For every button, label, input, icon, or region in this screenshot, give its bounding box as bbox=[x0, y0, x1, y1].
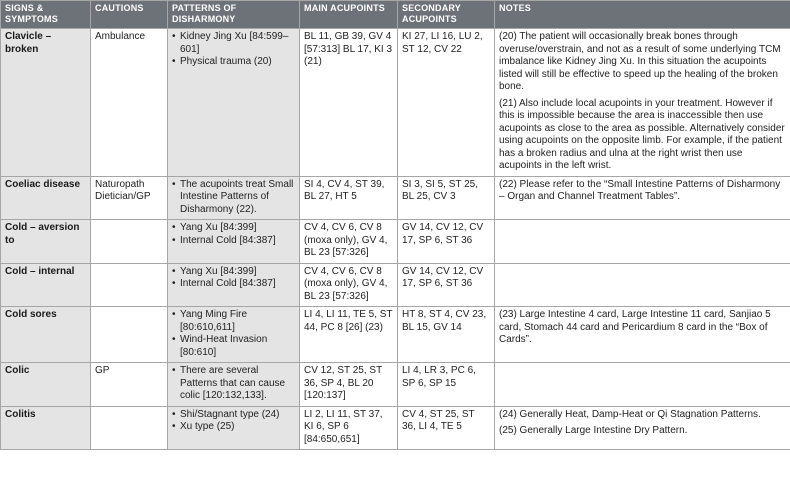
table-row bbox=[1, 263, 790, 307]
sign-cell: Coeliac disease bbox=[1, 176, 91, 220]
header-row bbox=[1, 1, 790, 29]
main-acupoints-cell: LI 4, LI 11, TE 5, ST 44, PC 8 [26] (23) bbox=[300, 307, 398, 363]
main-acupoints-cell: CV 4, CV 6, CV 8 (moxa only), GV 4, BL 23 [57:326] bbox=[300, 220, 398, 264]
main-acupoints-cell: SI 4, CV 4, ST 39, BL 27, HT 5 bbox=[300, 176, 398, 220]
main-acupoints-cell: BL 11, GB 39, GV 4 [57:313] BL 17, KI 3 (21) bbox=[300, 29, 398, 177]
patterns-cell bbox=[168, 406, 300, 450]
note-text: (25) Generally Large Intestine Dry Pattern. bbox=[499, 425, 688, 436]
table-row bbox=[1, 406, 790, 450]
patterns-list bbox=[172, 222, 296, 247]
pattern-item: • Yang Ming Fire [80:610,611] bbox=[172, 309, 296, 334]
pattern-item: • Yang Xu [84:399] bbox=[172, 222, 296, 235]
header-secondary-acupoints: SECONDARY ACUPOINTS bbox=[398, 1, 495, 29]
patterns-cell bbox=[168, 263, 300, 307]
table-row bbox=[1, 307, 790, 363]
notes-cell bbox=[495, 363, 790, 407]
pattern-item: • Internal Cold [84:387] bbox=[172, 278, 296, 291]
sign-cell: Cold – internal bbox=[1, 263, 91, 307]
header-cautions: CAUTIONS bbox=[91, 1, 168, 29]
pattern-item: • The acupoints treat Small Intestine Patterns of Disharmony (22). bbox=[172, 179, 296, 217]
pattern-item: • Wind-Heat Invasion [80:610] bbox=[172, 334, 296, 359]
cautions-cell bbox=[91, 220, 168, 264]
pattern-item: • Shi/Stagnant type (24) bbox=[172, 409, 296, 422]
sign-cell: Cold sores bbox=[1, 307, 91, 363]
pattern-item: • Xu type (25) bbox=[172, 421, 296, 434]
note-text: (20) The patient will occasionally break bones through overuse/overstrain, and not as a result of some underlying TCM imbalance like Kidney Jing Xu. In this situation the acupoints listed will still be effective to speed up the healing of the broken bone. bbox=[499, 31, 781, 92]
notes-cell bbox=[495, 220, 790, 264]
secondary-acupoints-cell: SI 3, SI 5, ST 25, BL 25, CV 3 bbox=[398, 176, 495, 220]
notes-cell bbox=[495, 307, 790, 363]
patterns-cell bbox=[168, 363, 300, 407]
pattern-item: • There are several Patterns that can cause colic [120:132,133]. bbox=[172, 365, 296, 403]
sign-cell: Clavicle – broken bbox=[1, 29, 91, 177]
cautions-cell bbox=[91, 307, 168, 363]
notes-cell bbox=[495, 176, 790, 220]
note-text: (23) Large Intestine 4 card, Large Intestine 11 card, Sanjiao 5 card, Stomach 44 card and Pericardium 8 card in the “Box of Cards”. bbox=[499, 309, 771, 345]
main-acupoints-cell: CV 4, CV 6, CV 8 (moxa only), GV 4, BL 23 [57:326] bbox=[300, 263, 398, 307]
patterns-list bbox=[172, 266, 296, 291]
table-row bbox=[1, 176, 790, 220]
secondary-acupoints-cell: GV 14, CV 12, CV 17, SP 6, ST 36 bbox=[398, 263, 495, 307]
patterns-cell bbox=[168, 176, 300, 220]
table-body bbox=[1, 29, 790, 450]
patterns-list bbox=[172, 31, 296, 69]
notes-cell bbox=[495, 263, 790, 307]
patterns-list bbox=[172, 309, 296, 359]
patterns-cell bbox=[168, 307, 300, 363]
note-text: (21) Also include local acupoints in your treatment. However if this is impossible because the area is inaccessible then use acupoints as close to the area as possible. Alternatively consider using acupoints on the opposite limb. For example, if the patient has a broken radius and ulna at the right wrist then use acupoints in the left wrist. bbox=[499, 97, 785, 171]
patterns-list bbox=[172, 179, 296, 217]
table-row bbox=[1, 29, 790, 177]
pattern-item: • Kidney Jing Xu [84:599–601] bbox=[172, 31, 296, 56]
sign-cell: Colic bbox=[1, 363, 91, 407]
cautions-cell: Ambulance bbox=[91, 29, 168, 177]
cautions-cell bbox=[91, 263, 168, 307]
secondary-acupoints-cell: HT 8, ST 4, CV 23, BL 15, GV 14 bbox=[398, 307, 495, 363]
header-patterns: PATTERNS OF DISHARMONY bbox=[168, 1, 300, 29]
header-signs: SIGNS & SYMPTOMS bbox=[1, 1, 91, 29]
cautions-cell bbox=[91, 406, 168, 450]
pattern-item: • Internal Cold [84:387] bbox=[172, 235, 296, 248]
table-row bbox=[1, 363, 790, 407]
cautions-cell: Naturopath Dietician/GP bbox=[91, 176, 168, 220]
note-text: (22) Please refer to the “Small Intestine Patterns of Disharmony – Organ and Channel Treatment Tables”. bbox=[499, 178, 781, 202]
pattern-item: • Physical trauma (20) bbox=[172, 56, 296, 69]
cautions-cell: GP bbox=[91, 363, 168, 407]
patterns-cell bbox=[168, 29, 300, 177]
pattern-item: • Yang Xu [84:399] bbox=[172, 266, 296, 279]
secondary-acupoints-cell: GV 14, CV 12, CV 17, SP 6, ST 36 bbox=[398, 220, 495, 264]
patterns-cell bbox=[168, 220, 300, 264]
main-acupoints-cell: LI 2, LI 11, ST 37, KI 6, SP 6 [84:650,651] bbox=[300, 406, 398, 450]
secondary-acupoints-cell: KI 27, LI 16, LU 2, ST 12, CV 22 bbox=[398, 29, 495, 177]
secondary-acupoints-cell: LI 4, LR 3, PC 6, SP 6, SP 15 bbox=[398, 363, 495, 407]
notes-cell bbox=[495, 29, 790, 177]
secondary-acupoints-cell: CV 4, ST 25, ST 36, LI 4, TE 5 bbox=[398, 406, 495, 450]
table-row bbox=[1, 220, 790, 264]
sign-cell: Cold – aversion to bbox=[1, 220, 91, 264]
patterns-list bbox=[172, 365, 296, 403]
patterns-list bbox=[172, 409, 296, 434]
notes-cell bbox=[495, 406, 790, 450]
note-text: (24) Generally Heat, Damp-Heat or Qi Stagnation Patterns. bbox=[499, 408, 761, 420]
header-main-acupoints: MAIN ACUPOINTS bbox=[300, 1, 398, 29]
header-notes: NOTES bbox=[495, 1, 790, 29]
sign-cell: Colitis bbox=[1, 406, 91, 450]
main-acupoints-cell: CV 12, ST 25, ST 36, SP 4, BL 20 [120:137] bbox=[300, 363, 398, 407]
